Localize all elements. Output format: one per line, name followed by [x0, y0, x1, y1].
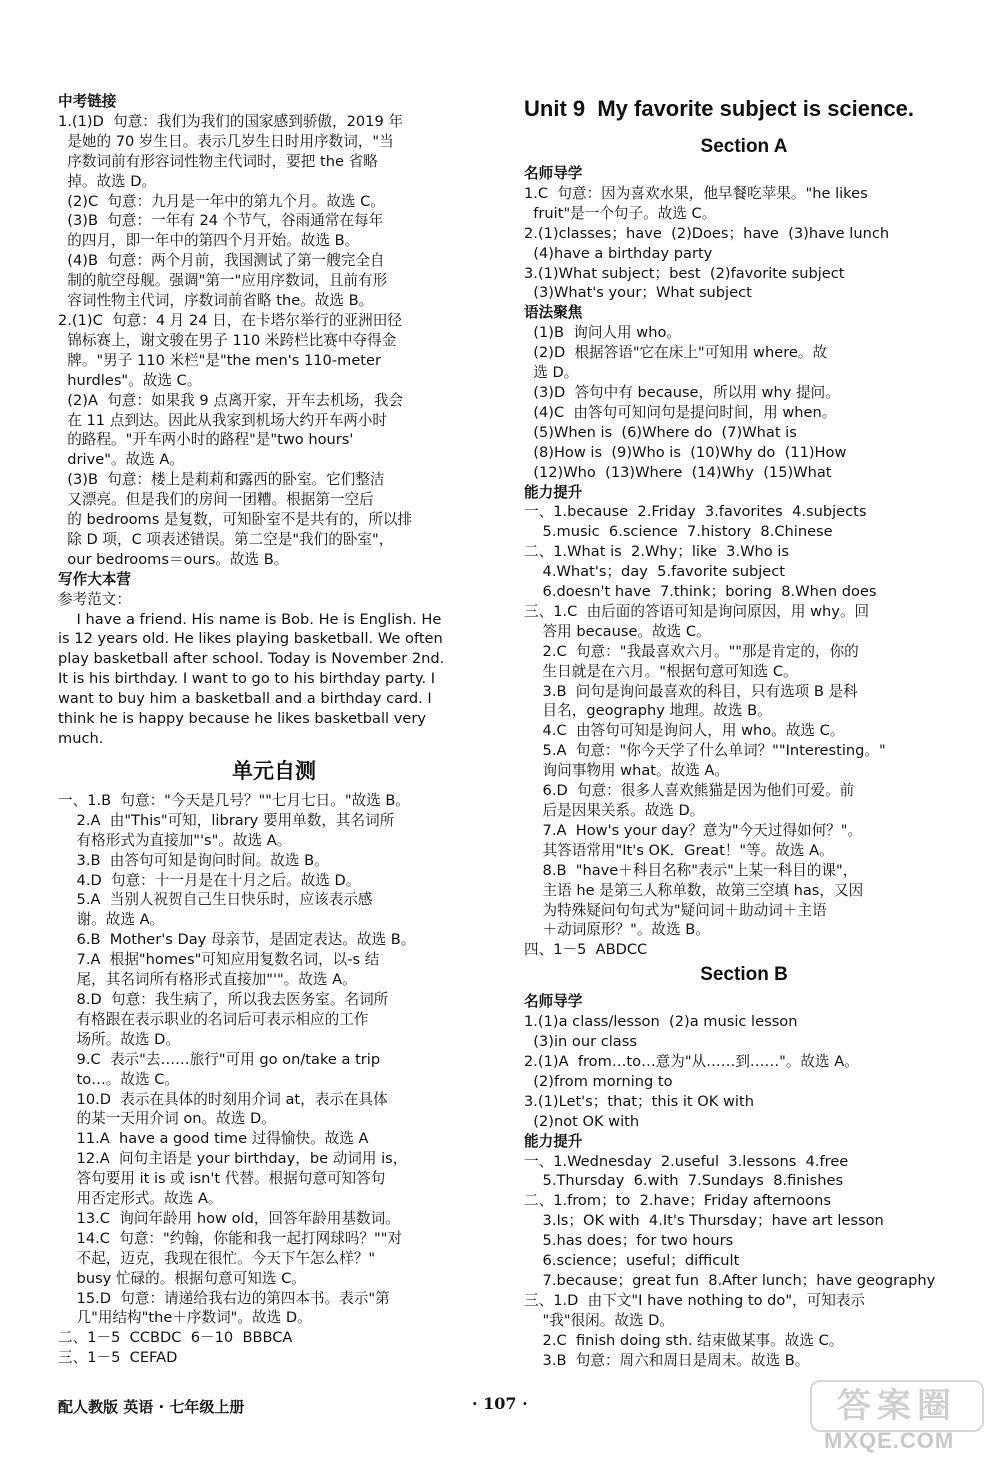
text-line: (2)A 句意：如果我 9 点离开家，开车去机场，我会	[58, 391, 404, 409]
text-line: 三、1.C 由后面的答语可知是询问原因，用 why。回	[524, 602, 870, 620]
text-line: 7.A How's your day？意为"今天过得如何？"。	[524, 821, 863, 839]
text-line: 2.(1)classes；have (2)Does；have (3)have lunch	[524, 224, 890, 242]
text-line: (2)D 根据答语"它在床上"可知用 where。故	[524, 344, 828, 362]
text-line: 答用 because。故选 C。	[524, 622, 711, 640]
text-line: (4)C 由答句可知问句是提问时间，用 when。	[524, 403, 837, 421]
text-line: (3)B 句意：楼上是莉莉和露西的卧室。它们整洁	[58, 471, 385, 489]
text-line: 二、1－5 CCBDC 6－10 BBBCA	[58, 1329, 293, 1347]
text-line: 生日就是在六月。"根据句意可知选 C。	[524, 662, 798, 680]
text-line: 为特殊疑问句句式为"疑问词＋助动词＋主语	[524, 901, 827, 919]
text-line: 三、1.D 由下文"I have nothing to do"，可知表示	[524, 1291, 866, 1309]
text-line: 10.D 表示在具体的时刻用介词 at，表示在具体	[58, 1090, 388, 1108]
text-line: 5.music 6.science 7.history 8.Chinese	[524, 523, 833, 541]
text-line: 主语 he 是第三人称单数，故第三空填 has，又因	[524, 881, 864, 899]
watermark-site: MXQE.COM	[824, 1428, 955, 1453]
text-line: (2)C 句意：九月是一年中的第九个月。故选 C。	[58, 192, 385, 210]
text-line: 7.A 根据"homes"可知应用复数名词，以-s 结	[58, 951, 380, 969]
text-line: drive"。故选 A。	[58, 451, 184, 469]
text-line: play basketball after school. Today is November 2nd.	[58, 650, 445, 668]
text-line: 不起，迈克，我现在很忙。今天下午怎么样？"	[58, 1249, 376, 1267]
text-line: 的路程。"开车两小时的路程"是"two hours'	[58, 431, 354, 449]
text-line: 2.A 由"This"可知，library 要用单数，其名词所	[58, 811, 395, 829]
text-line: 3.(1)What subject；best (2)favorite subject	[524, 264, 845, 282]
text-line: 15.D 句意：请递给我右边的第四本书。表示"第	[58, 1289, 390, 1307]
text-line: 一、1.Wednesday 2.useful 3.lessons 4.free	[524, 1152, 849, 1170]
zhongkao-heading: 中考链接	[58, 93, 117, 110]
text-line: 7.because；great fun 8.After lunch；have geography	[524, 1271, 936, 1289]
text-line: 9.C 表示"去……旅行"可用 go on/take a trip	[58, 1050, 381, 1068]
page-number: · 107 ·	[472, 1394, 528, 1413]
text-line: (3)D 答句中有 because，所以用 why 提问。	[524, 383, 840, 401]
text-line: 2.C finish doing sth. 结束做某事。故选 C。	[524, 1331, 844, 1349]
text-line: 的四月，即一年中的第四个月开始。故选 B。	[58, 232, 360, 250]
text-line: 的某一天用介词 on。故选 D。	[58, 1110, 276, 1128]
text-line: 8.B "have＋科目名称"表示"上某一科目的课"，	[524, 861, 858, 879]
text-line: 2.(1)C 句意：4 月 24 日，在卡塔尔举行的亚洲田径	[58, 311, 402, 329]
text-line: 选 D。	[524, 364, 579, 382]
nengli-a-answers	[524, 502, 964, 960]
text-line: 4.D 句意：十一月是在十月之后。故选 D。	[58, 871, 361, 889]
text-line: 11.A have a good time 过得愉快。故选 A	[58, 1130, 369, 1148]
mingshi-a-heading: 名师导学	[524, 165, 583, 182]
text-line: 5.has does；for two hours	[524, 1232, 734, 1250]
text-line: 几"用结构"the＋序数词"。故选 D。	[58, 1309, 312, 1327]
text-line: 3.Is；OK with 4.It's Thursday；have art lesson	[524, 1212, 884, 1230]
text-line: 4.What's；day 5.favorite subject	[524, 563, 786, 581]
text-line: (4)B 句意：两个月前，我国测试了第一艘完全自	[58, 252, 385, 270]
text-line: 制的航空母舰。强调"第一"应用序数词，且前有形	[58, 272, 388, 290]
text-line: 除 D 项，C 项表述错误。第二空是"我们的卧室"，	[58, 530, 394, 548]
text-line: 6.doesn't have 7.think；boring 8.When does	[524, 583, 877, 601]
text-line: 四、1－5 ABDCC	[524, 941, 648, 959]
text-line: 掉。故选 D。	[58, 172, 157, 190]
text-line: our bedrooms＝ours。故选 B。	[58, 550, 289, 568]
nengli-b-answers	[524, 1152, 964, 1371]
text-line: (2)from morning to	[524, 1072, 673, 1090]
text-line: 又漂亮。但是我们的房间一团糟。根据第一空后	[58, 491, 374, 509]
text-line: 3.B 句意：周六和周日是周末。故选 B。	[524, 1351, 810, 1369]
text-line: want to buy him a basketball and a birthday card. I	[58, 690, 432, 708]
text-line: (12)Who (13)Where (14)Why (15)What	[524, 463, 832, 481]
writing-label: 参考范文：	[58, 590, 131, 608]
text-line: 序数词前有形容词性物主代词时，要把 the 省略	[58, 152, 378, 170]
text-line: busy 忙碌的。根据句意可知选 C。	[58, 1269, 306, 1287]
text-line: (5)When is (6)Where do (7)What is	[524, 423, 797, 441]
text-line: 3.(1)Let's；that；this it OK with	[524, 1092, 754, 1110]
text-line: 三、1－5 CEFAD	[58, 1349, 178, 1367]
section-a-title: Section A	[700, 136, 788, 157]
text-line: (1)B 询问人用 who。	[524, 324, 681, 342]
text-line: 5.A 句意："你今天学了什么单词？""Interesting。"	[524, 742, 886, 760]
text-line: 5.Thursday 6.with 7.Sundays 8.finishes	[524, 1172, 844, 1190]
text-line: 3.B 由答句可知是询问时间。故选 B。	[58, 851, 329, 869]
text-line: 3.B 问句是询问最喜欢的科目，只有选项 B 是科	[524, 682, 858, 700]
watermark-logo	[810, 1380, 980, 1452]
text-line: 有格跟在表示职业的名词后可表示相应的工作	[58, 1010, 369, 1028]
nengli-a-heading: 能力提升	[524, 483, 583, 501]
text-line: 的 bedrooms 是复数，可知卧室不是共有的，所以排	[58, 511, 413, 529]
text-line: 一、1.B 句意："今天是几号？""七月七日。"故选 B。	[58, 791, 410, 809]
text-line: 场所。故选 D。	[58, 1030, 180, 1048]
text-line: 5.A 当别人祝贺自己生日快乐时，应该表示感	[58, 891, 373, 909]
text-line: 在 11 点到达。因此从我家到机场大约开车两小时	[58, 411, 388, 429]
text-line: 目名，geography 地理。故选 B。	[524, 702, 772, 720]
text-line: 12.A 问句主语是 your birthday，be 动词用 is，	[58, 1150, 408, 1168]
text-line: (3)in our class	[524, 1033, 637, 1051]
text-line: 13.C 询问年龄用 how old，回答年龄用基数词。	[58, 1209, 400, 1227]
text-line: 1.C 句意：因为喜欢水果，他早餐吃苹果。"he likes	[524, 184, 868, 202]
text-line: 1.(1)a class/lesson (2)a music lesson	[524, 1013, 798, 1031]
text-line: 2.C 句意："我最喜欢六月。""那是肯定的，你的	[524, 642, 859, 660]
text-line: 8.D 句意：我生病了，所以我去医务室。名词所	[58, 990, 389, 1008]
writing-heading: 写作大本营	[58, 570, 131, 588]
yufa-answers	[524, 323, 964, 482]
text-line: 二、1.from；to 2.have；Friday afternoons	[524, 1192, 832, 1210]
text-line: 一、1.because 2.Friday 3.favorites 4.subjects	[524, 503, 867, 521]
text-line: 用否定形式。故选 A。	[58, 1190, 223, 1208]
text-line: 6.B Mother's Day 母亲节，是固定表达。故选 B。	[58, 931, 416, 949]
text-line: 后是因果关系。故选 D。	[524, 802, 705, 819]
text-line: 有格形式为直接加"'s"。故选 A。	[58, 831, 292, 849]
mingshi-b-heading: 名师导学	[524, 993, 583, 1011]
text-line: to…。故选 C。	[58, 1070, 180, 1088]
unit-test-title: 单元自测	[232, 758, 316, 783]
text-line: 4.C 由答句可知是询问人，用 who。故选 C。	[524, 722, 845, 740]
watermark-stamp: 答案圈	[810, 1380, 984, 1432]
text-line: It is his birthday. I want to go to his birthday party. I	[58, 670, 436, 688]
zhongkao-answers	[58, 112, 490, 570]
text-line: 锦标赛上，谢文骏在男子 110 米跨栏比赛中夺得金	[58, 331, 397, 349]
text-line: (8)How is (9)Who is (10)Why do (11)How	[524, 443, 847, 461]
text-line: (3)B 句意：一年有 24 个节气，谷雨通常在每年	[58, 212, 384, 230]
text-line: 1.(1)D 句意：我们为我们的国家感到骄傲，2019 年	[58, 112, 403, 130]
text-line: (4)have a birthday party	[524, 244, 713, 262]
unit-test-answers	[58, 791, 490, 1368]
section-b-title: Section B	[700, 964, 788, 986]
text-line: ＋动词原形？"。故选 B。	[524, 921, 710, 939]
text-line: (3)What's your；What subject	[524, 284, 752, 302]
text-line: 谢。故选 A。	[58, 911, 165, 929]
text-line: 询问事物用 what。故选 A。	[524, 762, 730, 780]
text-line: I have a friend. His name is Bob. He is English. He	[58, 610, 442, 628]
text-line: is 12 years old. He likes playing basketball. We often	[58, 630, 443, 648]
yufa-heading: 语法聚焦	[524, 304, 583, 322]
text-line: 尾，其名词所有格形式直接加"'"。故选 A。	[58, 971, 357, 989]
text-line: 6.science；useful；difficult	[524, 1252, 740, 1270]
text-line: (2)not OK with	[524, 1112, 640, 1130]
text-line: 2.(1)A from…to…意为"从……到……"。故选 A。	[524, 1052, 859, 1070]
text-line: hurdles"。故选 C。	[58, 371, 202, 389]
text-line: 答句要用 it is 或 isn't 代替。根据句意可知答句	[58, 1170, 386, 1188]
text-line: 14.C 句意："约翰，你能和我一起打网球吗？""对	[58, 1229, 403, 1247]
unit-title: Unit 9 My favorite subject is science.	[524, 96, 915, 121]
text-line: 牌。"男子 110 米栏"是"the men's 110-meter	[58, 351, 382, 369]
mingshi-a-answers	[524, 184, 964, 303]
text-line: fruit"是一个句子。故选 C。	[524, 204, 717, 222]
text-line: 6.D 句意：很多人喜欢熊猫是因为他们可爱。前	[524, 782, 855, 800]
text-line: 其答语常用"It's OK．Great！"等。故选 A。	[524, 841, 834, 859]
text-line: 二、1.What is 2.Why；like 3.Who is	[524, 543, 789, 561]
text-line: "我"很闲。故选 D。	[524, 1311, 675, 1329]
left-column	[58, 92, 490, 1368]
sample-essay	[58, 610, 490, 749]
text-line: think he is happy because he likes basketball very	[58, 710, 426, 728]
edition-label: 配人教版 英语 · 七年级上册	[58, 1398, 245, 1416]
text-line: 容词性物主代词，序数词前省略 the。故选 B。	[58, 292, 374, 310]
mingshi-b-answers	[524, 1012, 964, 1131]
text-line: much.	[58, 730, 104, 747]
right-column	[524, 92, 964, 1370]
nengli-b-heading: 能力提升	[524, 1132, 583, 1150]
text-line: 是她的 70 岁生日。表示几岁生日时用序数词，"当	[58, 132, 394, 150]
